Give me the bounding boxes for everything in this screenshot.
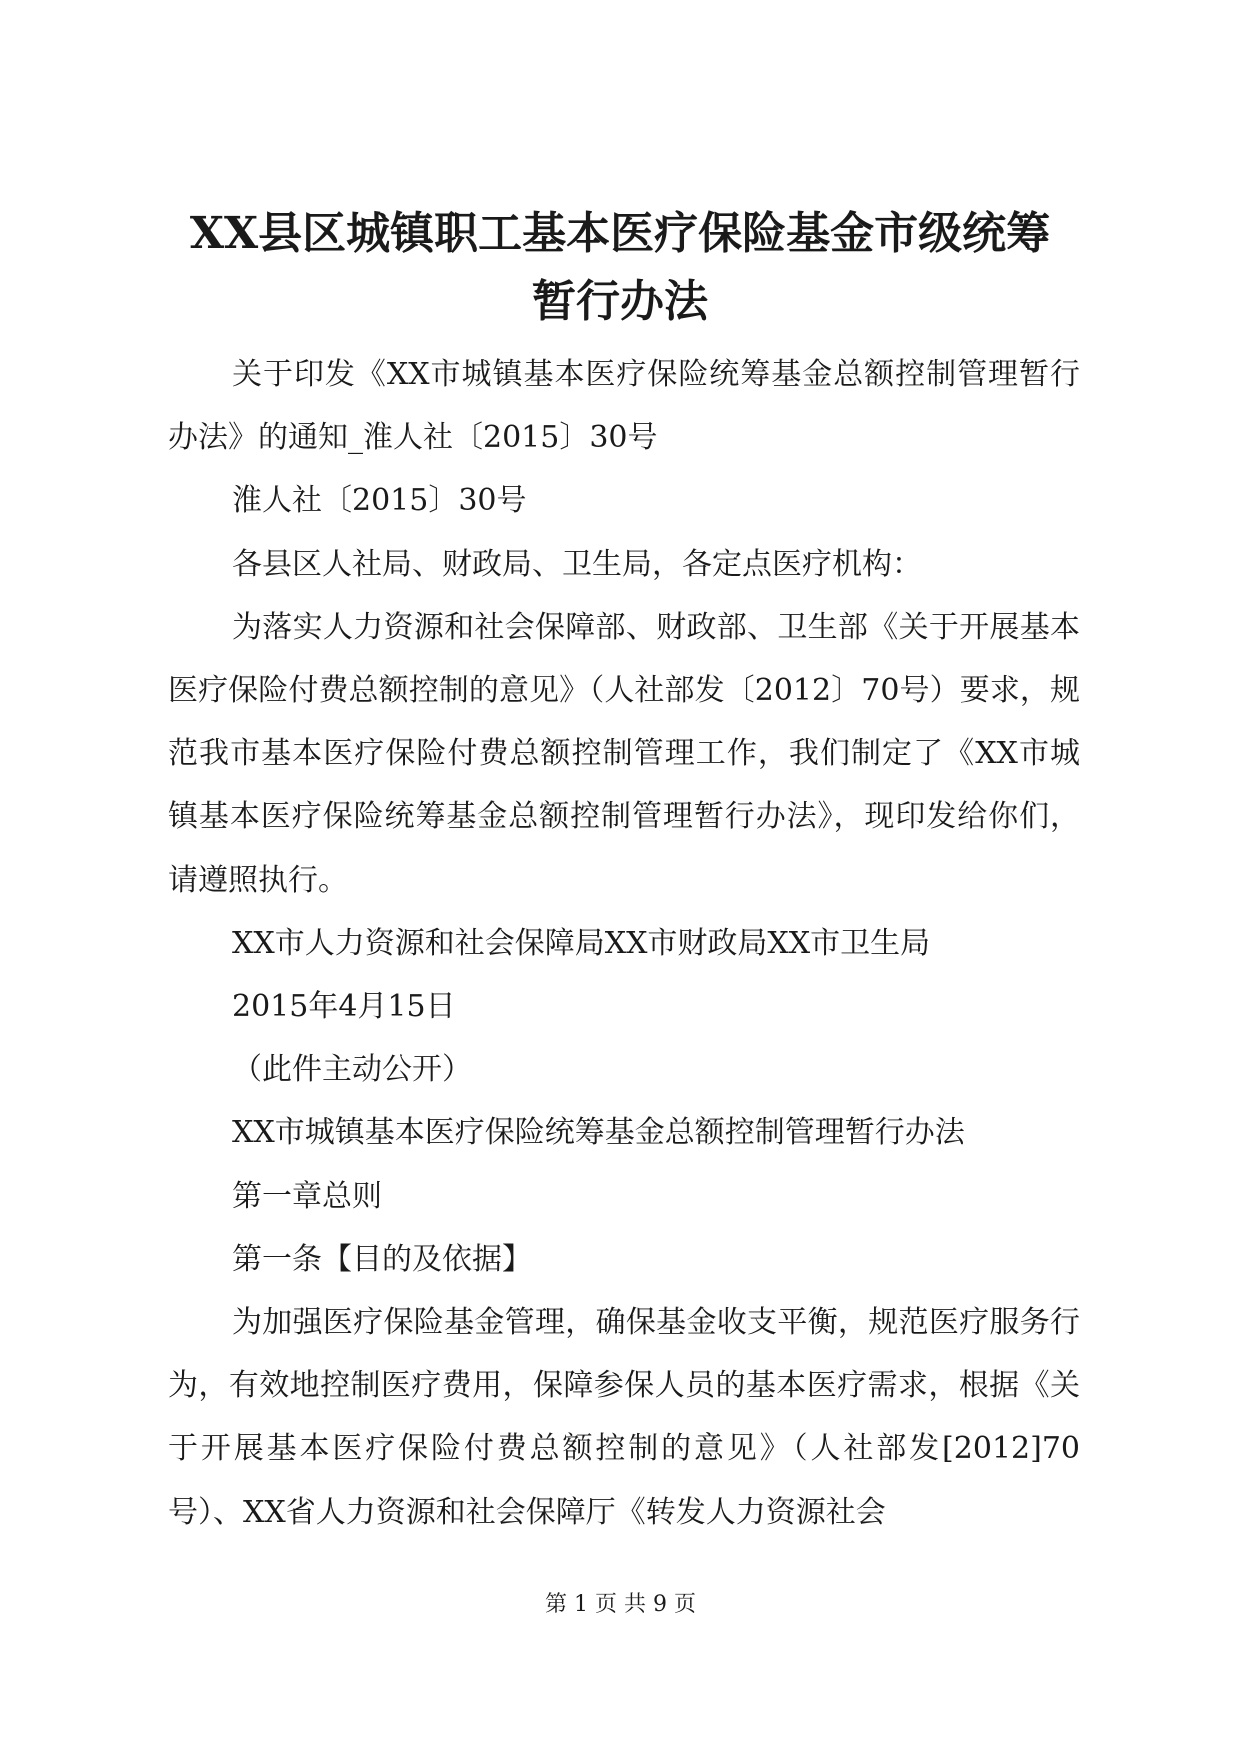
paragraph-recipients: 各县区人社局、财政局、卫生局，各定点医疗机构：	[232, 546, 922, 582]
paragraph-article-body: 为加强医疗保险基金管理，确保基金收支平衡，规范医疗服务行为，有效地控制医疗费用，保障参保人员的基本医疗需求，根据《关于开展基本医疗保险付费总额控制的意见》（人社部发[2012]70号）、XX省人力资源和社会保障厅《转发人力资源社会	[168, 1305, 1080, 1530]
document-title	[150, 200, 1090, 336]
title-line-1: XX县区城镇职工基本医疗保险基金市级统筹	[189, 208, 1051, 259]
paragraph-notice-body: 为落实人力资源和社会保障部、财政部、卫生部《关于开展基本医疗保险付费总额控制的意见》（人社部发〔2012〕70号）要求，规范我市基本医疗保险付费总额控制管理工作，我们制定了《XX市城镇基本医疗保险统筹基金总额控制管理暂行办法》，现印发给你们，请遵照执行。	[168, 609, 1080, 898]
paragraph-disclosure: （此件主动公开）	[232, 1052, 472, 1088]
title-line-2: 暂行办法	[532, 276, 708, 327]
paragraph-issuers: XX市人力资源和社会保障局XX市财政局XX市卫生局	[232, 925, 931, 961]
paragraph-chapter-heading: 第一章总则	[232, 1178, 382, 1214]
paragraph-measure-title: XX市城镇基本医疗保险统筹基金总额控制管理暂行办法	[232, 1115, 965, 1151]
paragraph-notice-title: 关于印发《XX市城镇基本医疗保险统筹基金总额控制管理暂行办法》的通知_淮人社〔2015〕30号	[168, 357, 1080, 456]
paragraph-document-number: 淮人社〔2015〕30号	[232, 483, 527, 519]
document-body	[168, 343, 1080, 1544]
paragraph-article-heading: 第一条【目的及依据】	[232, 1241, 532, 1277]
page-footer: 第 1 页 共 9 页	[545, 1592, 696, 1617]
paragraph-date: 2015年4月15日	[232, 989, 456, 1025]
